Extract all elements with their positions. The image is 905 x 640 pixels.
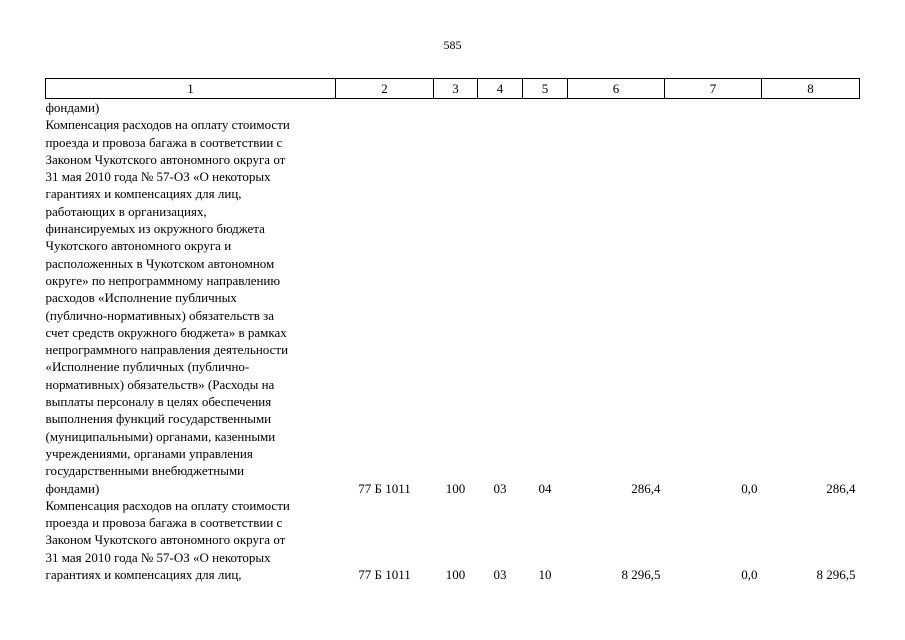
column-header-2: 2: [336, 79, 434, 99]
row-target-code: 77 Б 1011: [358, 480, 411, 496]
row-description: Компенсация расходов на оплату стоимости проезда и провоза багажа в соответствии с Законом Чукотского автономного округа от 31 мая 2010 года № 57-ОЗ «О некоторых гарантиях и компенсациях для лиц,: [45, 497, 290, 583]
row-regional-amount: 286,4: [826, 480, 856, 496]
column-header-5: 5: [523, 79, 568, 99]
page-number: 585: [443, 38, 462, 52]
row-federal-amount: 0,0: [741, 480, 758, 496]
table-row: [46, 116, 860, 497]
row-amount: 8 296,5: [621, 567, 661, 583]
column-number-header-row: [46, 79, 860, 99]
row-section: [478, 99, 523, 117]
column-header-3: 3: [434, 79, 478, 99]
row-federal-amount: [665, 99, 762, 117]
row-federal-amount: 0,0: [741, 567, 758, 583]
table-row: [46, 99, 860, 117]
row-target-code: [336, 99, 434, 117]
column-header-7: 7: [665, 79, 762, 99]
row-description: фондами): [45, 100, 100, 115]
row-section: 03: [493, 567, 507, 583]
row-amount: [568, 99, 665, 117]
column-header-8: 8: [762, 79, 860, 99]
column-header-1: 1: [46, 79, 336, 99]
row-target-code: 77 Б 1011: [358, 567, 411, 583]
row-section: 03: [493, 480, 507, 496]
column-header-4: 4: [478, 79, 523, 99]
row-subsection: 04: [538, 480, 552, 496]
row-amount: 286,4: [631, 480, 661, 496]
row-regional-amount: 8 296,5: [816, 567, 856, 583]
row-expense-type: [434, 99, 478, 117]
row-subsection: 10: [538, 567, 552, 583]
row-description: Компенсация расходов на оплату стоимости проезда и провоза багажа в соответствии с Законом Чукотского автономного округа от 31 мая 2010 года № 57-ОЗ «О некоторых гарантиях и компенсациях для лиц, работающих в организациях, финансируемых из окружного бюджета Чукотского автономного округа и расположенных в Чукотском автономном округе» по непрограммному направлению расходов «Исполнение публичных (публично-нормативных) обязательств за счет средств окружного бюджета» в рамках непрограммного направления деятельности «Исполнение публичных (публично- нормативных) обязательств» (Расходы на выплаты персоналу в целях обеспечения выполнения функций государственными (муниципальными) органами, казенными учреждениями, органами управления государственными внебюджетными фондами): [45, 117, 290, 496]
row-expense-type: 100: [445, 567, 466, 583]
column-header-6: 6: [568, 79, 665, 99]
row-regional-amount: [762, 99, 860, 117]
table-row: [46, 497, 860, 583]
budget-table: [45, 78, 860, 583]
row-expense-type: 100: [445, 480, 466, 496]
row-subsection: [523, 99, 568, 117]
